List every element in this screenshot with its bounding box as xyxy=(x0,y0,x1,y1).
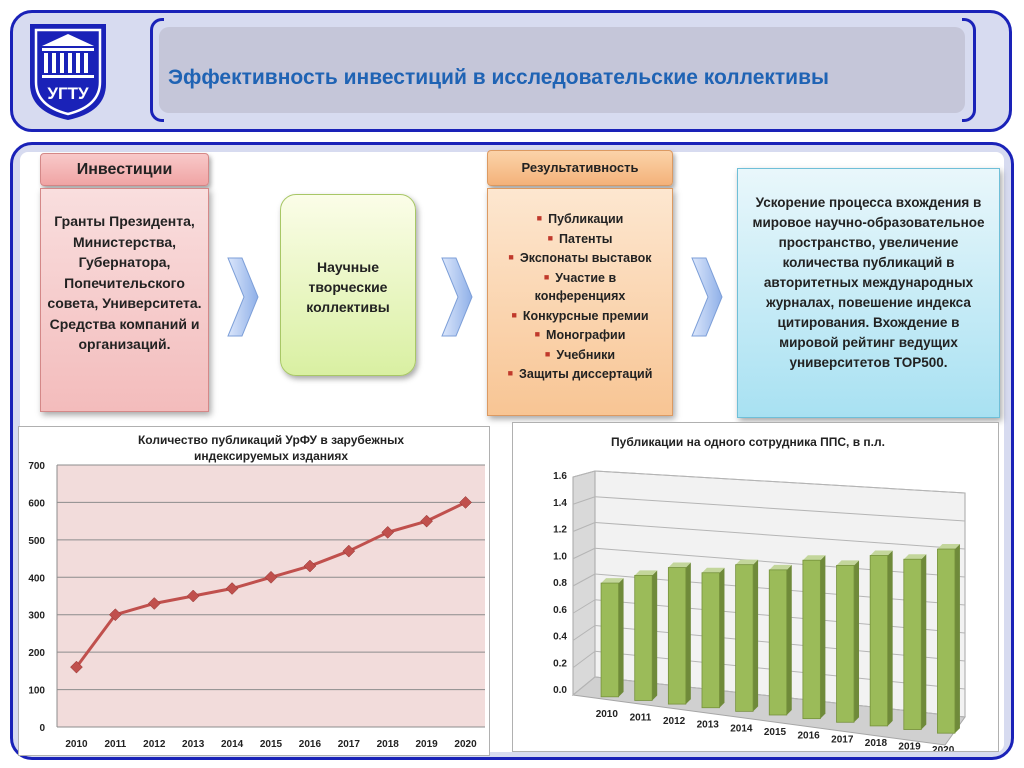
results-box xyxy=(487,188,673,416)
list-item: ■ Патенты xyxy=(547,231,613,246)
investments-box: Гранты Президента, Министерства, Губернатора, Попечительского совета, Университета. Средства компаний и организаций. xyxy=(40,188,209,412)
research-collectives-box: Научные творческие коллективы xyxy=(280,194,416,376)
chevron-right-icon xyxy=(690,256,724,338)
bar xyxy=(837,565,854,722)
y-tick-label: 600 xyxy=(28,498,45,510)
y-tick-label: 500 xyxy=(28,535,45,547)
title-bracket-right xyxy=(962,18,976,122)
y-tick-label: 0.8 xyxy=(553,578,567,589)
y-tick-label: 100 xyxy=(28,685,45,697)
x-tick-label: 2010 xyxy=(595,708,618,720)
chevron-right-icon xyxy=(440,256,474,338)
y-tick-label: 0.6 xyxy=(553,604,567,616)
logo-text: УГТУ xyxy=(47,84,89,103)
bar xyxy=(803,560,820,718)
bar-side xyxy=(854,560,859,722)
y-tick-label: 0.0 xyxy=(553,685,567,696)
bullet-icon: ■ xyxy=(536,213,543,223)
results-list xyxy=(488,209,672,384)
bar xyxy=(668,568,685,705)
left-wall xyxy=(573,471,595,695)
x-tick-label: 2015 xyxy=(763,727,787,738)
x-tick-label: 2015 xyxy=(259,739,283,750)
x-tick-label: 2012 xyxy=(143,739,166,750)
bar xyxy=(769,570,786,715)
list-item: ■ Публикации xyxy=(536,212,624,226)
outcome-box: Ускорение процесса вхождения в мировое научно-образовательное пространство, увеличение количества публикаций в авторитетных международных журналах, повешение индекса цитирования. Вхождение в мировой рейтинг ведущих университетов TOP500. xyxy=(737,168,1000,418)
bullet-icon: ■ xyxy=(543,271,550,282)
list-item: ■ Защиты диссертаций xyxy=(507,367,653,381)
x-tick-label: 2018 xyxy=(864,737,888,749)
bar xyxy=(870,555,887,725)
bar-side xyxy=(652,570,657,700)
x-tick-label: 2012 xyxy=(662,716,686,728)
x-tick-label: 2013 xyxy=(696,719,719,731)
bar-side xyxy=(719,568,724,708)
bullet-icon: ■ xyxy=(534,329,541,339)
chevron-right-icon xyxy=(226,256,260,338)
x-tick-label: 2020 xyxy=(932,745,955,751)
x-tick-label: 2013 xyxy=(182,739,205,750)
y-tick-label: 1.2 xyxy=(553,524,567,536)
plot-area xyxy=(57,465,485,727)
y-tick-label: 400 xyxy=(28,573,45,585)
bar xyxy=(601,583,618,697)
publications-line-chart xyxy=(19,427,489,755)
university-logo xyxy=(26,22,110,122)
y-tick-label: 1.4 xyxy=(553,497,567,509)
bar-side xyxy=(787,565,792,715)
list-item: ■ Учебники xyxy=(544,347,616,362)
x-tick-label: 2016 xyxy=(797,730,820,742)
x-tick-label: 2018 xyxy=(376,739,399,750)
x-tick-label: 2016 xyxy=(298,739,322,750)
x-tick-label: 2020 xyxy=(454,739,477,750)
bullet-icon: ■ xyxy=(508,252,514,262)
bar-side xyxy=(619,578,624,697)
publications-line-chart-panel xyxy=(18,426,490,756)
y-tick-label: 0.4 xyxy=(553,631,567,643)
bar-side xyxy=(955,544,960,733)
y-tick-label: 200 xyxy=(28,648,45,660)
bullet-icon: ■ xyxy=(507,368,514,378)
investments-header: Инвестиции xyxy=(40,153,209,186)
y-tick-label: 1.6 xyxy=(553,471,567,482)
x-tick-label: 2011 xyxy=(104,739,127,750)
publications-per-staff-bar-chart-panel xyxy=(512,422,999,752)
bar xyxy=(937,549,954,733)
y-tick-label: 0.2 xyxy=(553,658,567,670)
list-item: ■ Участие в конференциях xyxy=(534,270,626,303)
bar xyxy=(635,575,652,700)
bar xyxy=(904,559,921,729)
bar-side xyxy=(686,563,691,705)
y-tick-label: 1.0 xyxy=(553,551,567,563)
bar-side xyxy=(921,554,926,729)
bullet-icon: ■ xyxy=(547,232,554,243)
x-tick-label: 2011 xyxy=(629,712,652,724)
bar xyxy=(702,573,719,708)
y-tick-label: 300 xyxy=(28,610,45,622)
x-tick-label: 2019 xyxy=(898,741,921,751)
page-title: Эффективность инвестиций в исследовательские коллективы xyxy=(168,66,829,89)
bar xyxy=(736,565,753,712)
x-tick-label: 2019 xyxy=(415,739,438,750)
x-tick-label: 2017 xyxy=(831,734,854,746)
bar-side xyxy=(888,550,893,725)
y-tick-label: 700 xyxy=(28,461,45,472)
chart-title: Публикации на одного сотрудника ППС, в п.л. xyxy=(611,435,885,449)
x-tick-label: 2014 xyxy=(220,739,244,750)
chart-title-line-2: индексируемых изданиях xyxy=(193,449,349,463)
y-tick-label: 0 xyxy=(39,723,45,734)
bar-side xyxy=(820,555,825,718)
bullet-icon: ■ xyxy=(511,309,517,320)
publications-per-staff-bar-chart xyxy=(513,423,998,751)
x-tick-label: 2014 xyxy=(730,723,753,735)
list-item: ■ Монографии xyxy=(534,328,626,342)
list-item: ■ Экспонаты выставок xyxy=(508,251,652,265)
list-item: ■ Конкурсные премии xyxy=(511,308,649,323)
chart-title-line-1: Количество публикаций УрФУ в зарубежных xyxy=(137,433,405,447)
bullet-icon: ■ xyxy=(544,348,551,359)
x-tick-label: 2010 xyxy=(65,739,88,750)
results-header: Результативность xyxy=(487,150,673,186)
bar-side xyxy=(753,560,758,712)
x-tick-label: 2017 xyxy=(337,739,360,750)
